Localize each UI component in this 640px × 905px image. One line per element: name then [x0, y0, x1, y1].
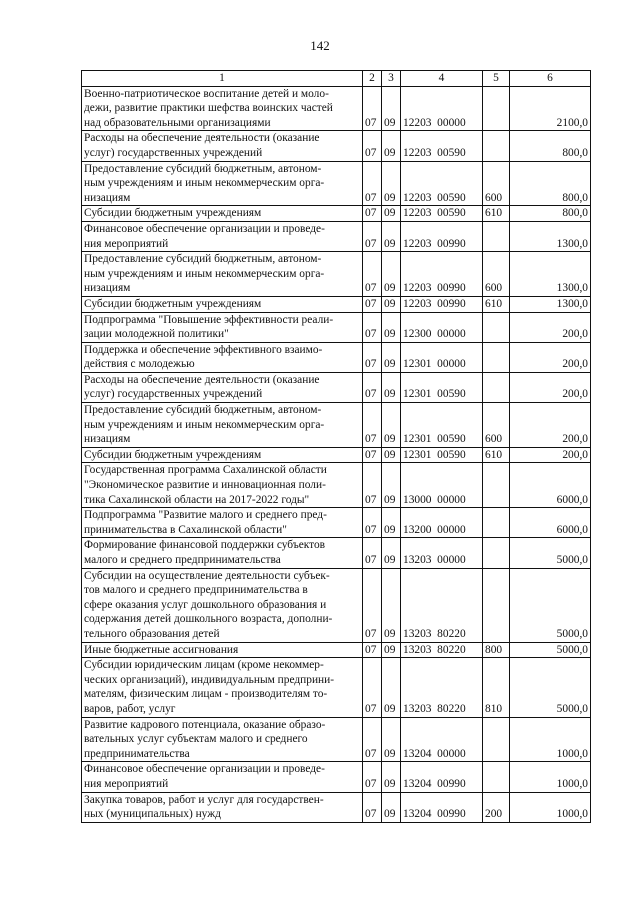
row-target-item: 13203 80220	[401, 568, 483, 642]
table-row	[82, 642, 591, 658]
row-expense-type	[483, 463, 510, 508]
row-target-item: 12203 00000	[401, 86, 483, 131]
row-target-item: 12203 00990	[401, 252, 483, 297]
row-expense-type	[483, 221, 510, 251]
row-target-item: 12203 00990	[401, 296, 483, 312]
row-name: Военно-патриотическое воспитание детей и моло- дежи, развитие практики шефства воинских частей над образовательными организациями	[82, 86, 363, 131]
row-subsection: 09	[382, 86, 401, 131]
row-name: Финансовое обеспечение организации и проведе- ния мероприятий	[82, 762, 363, 792]
row-amount: 1000,0	[510, 792, 591, 822]
table-row	[82, 792, 591, 822]
row-amount: 200,0	[510, 312, 591, 342]
row-name: Формирование финансовой поддержки субъектов малого и среднего предпринимательства	[82, 538, 363, 568]
row-section: 07	[363, 538, 382, 568]
row-name: Расходы на обеспечение деятельности (оказание услуг) государственных учреждений	[82, 131, 363, 161]
row-subsection: 09	[382, 568, 401, 642]
row-amount: 1300,0	[510, 221, 591, 251]
table-row	[82, 568, 591, 642]
row-expense-type	[483, 131, 510, 161]
row-subsection: 09	[382, 252, 401, 297]
header-cell-section: 2	[363, 71, 382, 87]
row-section: 07	[363, 762, 382, 792]
table-row	[82, 86, 591, 131]
table-row	[82, 403, 591, 448]
row-name: Субсидии юридическим лицам (кроме некоммер- ческих организаций), индивидуальным предприни- мателям, физическим лицам - производителям то- варов, работ, услуг	[82, 658, 363, 717]
row-target-item: 12301 00590	[401, 447, 483, 463]
row-subsection: 09	[382, 658, 401, 717]
row-subsection: 09	[382, 642, 401, 658]
table-row	[82, 206, 591, 222]
table-row	[82, 372, 591, 402]
row-amount: 2100,0	[510, 86, 591, 131]
row-section: 07	[363, 252, 382, 297]
row-amount: 5000,0	[510, 568, 591, 642]
row-expense-type: 600	[483, 403, 510, 448]
row-name: Финансовое обеспечение организации и проведе- ния мероприятий	[82, 221, 363, 251]
row-amount: 800,0	[510, 206, 591, 222]
header-cell-expense-type: 5	[483, 71, 510, 87]
row-name: Закупка товаров, работ и услуг для государствен- ных (муниципальных) нужд	[82, 792, 363, 822]
row-section: 07	[363, 792, 382, 822]
row-section: 07	[363, 463, 382, 508]
row-amount: 1000,0	[510, 717, 591, 762]
row-amount: 1000,0	[510, 762, 591, 792]
table-row	[82, 342, 591, 372]
table-body	[82, 86, 591, 822]
row-subsection: 09	[382, 792, 401, 822]
row-subsection: 09	[382, 312, 401, 342]
row-expense-type	[483, 762, 510, 792]
row-amount: 6000,0	[510, 463, 591, 508]
row-name: Подпрограмма "Повышение эффективности реали- зации молодежной политики"	[82, 312, 363, 342]
row-amount: 200,0	[510, 447, 591, 463]
header-cell-amount: 6	[510, 71, 591, 87]
row-amount: 6000,0	[510, 508, 591, 538]
table-row	[82, 463, 591, 508]
row-subsection: 09	[382, 447, 401, 463]
row-section: 07	[363, 403, 382, 448]
table-row	[82, 161, 591, 206]
row-subsection: 09	[382, 161, 401, 206]
row-name: Государственная программа Сахалинской области "Экономическое развитие и инновационная поли- тика Сахалинской области на 2017-2022 годы"	[82, 463, 363, 508]
row-amount: 200,0	[510, 403, 591, 448]
row-subsection: 09	[382, 508, 401, 538]
row-section: 07	[363, 717, 382, 762]
row-target-item: 12203 00590	[401, 161, 483, 206]
table-row	[82, 221, 591, 251]
row-section: 07	[363, 296, 382, 312]
row-subsection: 09	[382, 131, 401, 161]
row-amount: 5000,0	[510, 642, 591, 658]
row-subsection: 09	[382, 403, 401, 448]
row-name: Подпрограмма "Развитие малого и среднего пред- принимательства в Сахалинской области"	[82, 508, 363, 538]
table-row	[82, 717, 591, 762]
header-cell-subsection: 3	[382, 71, 401, 87]
row-target-item: 12203 00590	[401, 206, 483, 222]
row-section: 07	[363, 86, 382, 131]
row-subsection: 09	[382, 221, 401, 251]
table-row	[82, 658, 591, 717]
row-expense-type: 810	[483, 658, 510, 717]
row-subsection: 09	[382, 717, 401, 762]
table-row	[82, 447, 591, 463]
row-amount: 800,0	[510, 161, 591, 206]
row-name: Субсидии бюджетным учреждениям	[82, 447, 363, 463]
table-row	[82, 252, 591, 297]
row-expense-type	[483, 568, 510, 642]
page-number: 142	[310, 38, 330, 53]
row-expense-type	[483, 342, 510, 372]
row-section: 07	[363, 372, 382, 402]
row-expense-type	[483, 508, 510, 538]
row-section: 07	[363, 161, 382, 206]
row-target-item: 13203 00000	[401, 538, 483, 568]
row-amount: 1300,0	[510, 296, 591, 312]
row-name: Предоставление субсидий бюджетным, автоном- ным учреждениям и иным некоммерческим орга- низациям	[82, 403, 363, 448]
row-subsection: 09	[382, 762, 401, 792]
row-target-item: 13204 00990	[401, 792, 483, 822]
row-expense-type	[483, 538, 510, 568]
table-row	[82, 131, 591, 161]
row-section: 07	[363, 131, 382, 161]
row-name: Поддержка и обеспечение эффективного взаимо- действия с молодежью	[82, 342, 363, 372]
table-row	[82, 762, 591, 792]
row-name: Субсидии бюджетным учреждениям	[82, 296, 363, 312]
row-expense-type	[483, 372, 510, 402]
row-amount: 200,0	[510, 372, 591, 402]
header-row	[82, 71, 591, 87]
row-section: 07	[363, 342, 382, 372]
row-target-item: 13203 80220	[401, 642, 483, 658]
row-target-item: 13000 00000	[401, 463, 483, 508]
row-target-item: 12203 00590	[401, 131, 483, 161]
row-name: Развитие кадрового потенциала, оказание образо- вательных услуг субъектам малого и среднего предпринимательства	[82, 717, 363, 762]
row-target-item: 13204 00990	[401, 762, 483, 792]
row-section: 07	[363, 312, 382, 342]
row-amount: 5000,0	[510, 538, 591, 568]
row-subsection: 09	[382, 206, 401, 222]
row-expense-type	[483, 717, 510, 762]
row-name: Предоставление субсидий бюджетным, автоном- ным учреждениям и иным некоммерческим орга- низациям	[82, 161, 363, 206]
row-expense-type: 610	[483, 296, 510, 312]
header-cell-target-item: 4	[401, 71, 483, 87]
row-target-item: 12301 00590	[401, 403, 483, 448]
row-expense-type: 200	[483, 792, 510, 822]
row-expense-type: 600	[483, 161, 510, 206]
row-expense-type: 610	[483, 206, 510, 222]
table-row	[82, 296, 591, 312]
row-section: 07	[363, 508, 382, 538]
row-amount: 200,0	[510, 342, 591, 372]
budget-table	[81, 70, 591, 823]
row-target-item: 13203 80220	[401, 658, 483, 717]
row-expense-type: 600	[483, 252, 510, 297]
row-expense-type: 800	[483, 642, 510, 658]
row-target-item: 12300 00000	[401, 312, 483, 342]
row-section: 07	[363, 447, 382, 463]
header-cell-name: 1	[82, 71, 363, 87]
row-target-item: 12301 00000	[401, 342, 483, 372]
row-section: 07	[363, 221, 382, 251]
row-name: Субсидии бюджетным учреждениям	[82, 206, 363, 222]
row-subsection: 09	[382, 538, 401, 568]
row-name: Предоставление субсидий бюджетным, автоном- ным учреждениям и иным некоммерческим орга- низациям	[82, 252, 363, 297]
row-subsection: 09	[382, 372, 401, 402]
row-target-item: 13200 00000	[401, 508, 483, 538]
row-subsection: 09	[382, 296, 401, 312]
row-expense-type	[483, 312, 510, 342]
table-row	[82, 312, 591, 342]
row-amount: 1300,0	[510, 252, 591, 297]
table-row	[82, 508, 591, 538]
row-section: 07	[363, 642, 382, 658]
row-section: 07	[363, 658, 382, 717]
row-target-item: 12203 00990	[401, 221, 483, 251]
row-subsection: 09	[382, 463, 401, 508]
row-name: Расходы на обеспечение деятельности (оказание услуг) государственных учреждений	[82, 372, 363, 402]
row-target-item: 13204 00000	[401, 717, 483, 762]
row-expense-type: 610	[483, 447, 510, 463]
row-name: Иные бюджетные ассигнования	[82, 642, 363, 658]
row-name: Субсидии на осуществление деятельности субъек- тов малого и среднего предпринимательства в сфере оказания услуг дошкольного образования и содержания детей дошкольного возраста, дополни- тельного образования детей	[82, 568, 363, 642]
row-expense-type	[483, 86, 510, 131]
row-amount: 5000,0	[510, 658, 591, 717]
row-section: 07	[363, 568, 382, 642]
row-target-item: 12301 00590	[401, 372, 483, 402]
row-subsection: 09	[382, 342, 401, 372]
row-amount: 800,0	[510, 131, 591, 161]
table-row	[82, 538, 591, 568]
row-section: 07	[363, 206, 382, 222]
